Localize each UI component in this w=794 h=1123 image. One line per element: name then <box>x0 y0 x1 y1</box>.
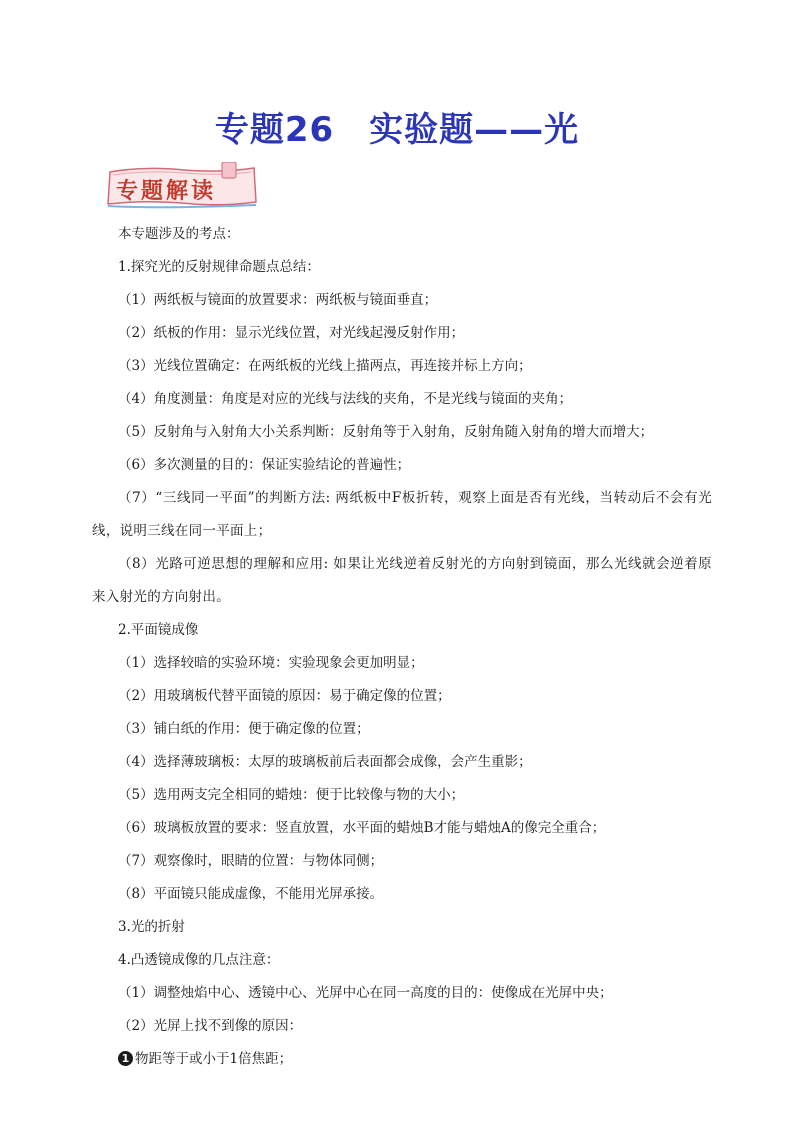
content-line: （4）角度测量：角度是对应的光线与法线的夹角，不是光线与镜面的夹角； <box>118 391 573 407</box>
content-line: （6）多次测量的目的：保证实验结论的普遍性； <box>118 457 411 473</box>
content-line: （5）反射角与入射角大小关系判断：反射角等于入射角，反射角随入射角的增大而增大； <box>118 424 654 440</box>
content-line: （2）光屏上找不到像的原因： <box>118 1018 303 1034</box>
content-line: 本专题涉及的考点： <box>118 226 240 242</box>
content-line: （8）平面镜只能成虚像，不能用光屏承接。 <box>118 886 384 902</box>
page-title: 专题26 实验题——光 <box>214 110 580 150</box>
content-line: （5）选用两支完全相同的蜡烛：便于比较像与物的大小； <box>118 787 465 803</box>
content-line <box>92 1043 712 1076</box>
content-line: 3.光的折射 <box>118 919 185 935</box>
content-line: 4.凸透镜成像的几点注意： <box>118 952 280 968</box>
content-line: （1）两纸板与镜面的放置要求：两纸板与镜面垂直； <box>118 292 438 308</box>
content-line: 2.平面镜成像 <box>118 622 199 638</box>
content-line: （3）光线位置确定：在两纸板的光线上描两点，再连接并标上方向； <box>118 358 532 374</box>
content-paragraph: （8）光路可逆思想的理解和应用: 如果让光线逆着反射光的方向射到镜面，那么光线就会逆着原来入射光的方向射出。 <box>92 556 712 605</box>
section-badge <box>104 162 260 210</box>
content-line: （2）纸板的作用：显示光线位置，对光线起漫反射作用； <box>118 325 465 341</box>
content-line: （6）玻璃板放置的要求：竖直放置，水平面的蜡烛B才能与蜡烛A的像完全重合； <box>118 820 606 836</box>
content-line: （4）选择薄玻璃板：太厚的玻璃板前后表面都会成像，会产生重影； <box>118 754 532 770</box>
content-line: 1.探究光的反射规律命题点总结： <box>118 259 320 275</box>
content-line-text: 物距等于或小于1倍焦距； <box>135 1051 293 1067</box>
content-line: （1）选择较暗的实验环境：实验现象会更加明显； <box>118 655 424 671</box>
content-paragraph: （7）“三线同一平面”的判断方法: 两纸板中F板折转，观察上面是否有光线，当转动后不会有光线，说明三线在同一平面上； <box>92 490 712 539</box>
content-line: （7）观察像时，眼睛的位置：与物体同侧； <box>118 853 384 869</box>
content-line: （1）调整烛焰中心、透镜中心、光屏中心在同一高度的目的：使像成在光屏中央； <box>118 985 613 1001</box>
content-body <box>92 218 712 1076</box>
circled-number-marker: 1 <box>118 1051 133 1066</box>
badge-label: 专题解读 <box>116 178 217 204</box>
content-line: （3）铺白纸的作用：便于确定像的位置； <box>118 721 370 737</box>
content-line: （2）用玻璃板代替平面镜的原因：易于确定像的位置； <box>118 688 451 704</box>
